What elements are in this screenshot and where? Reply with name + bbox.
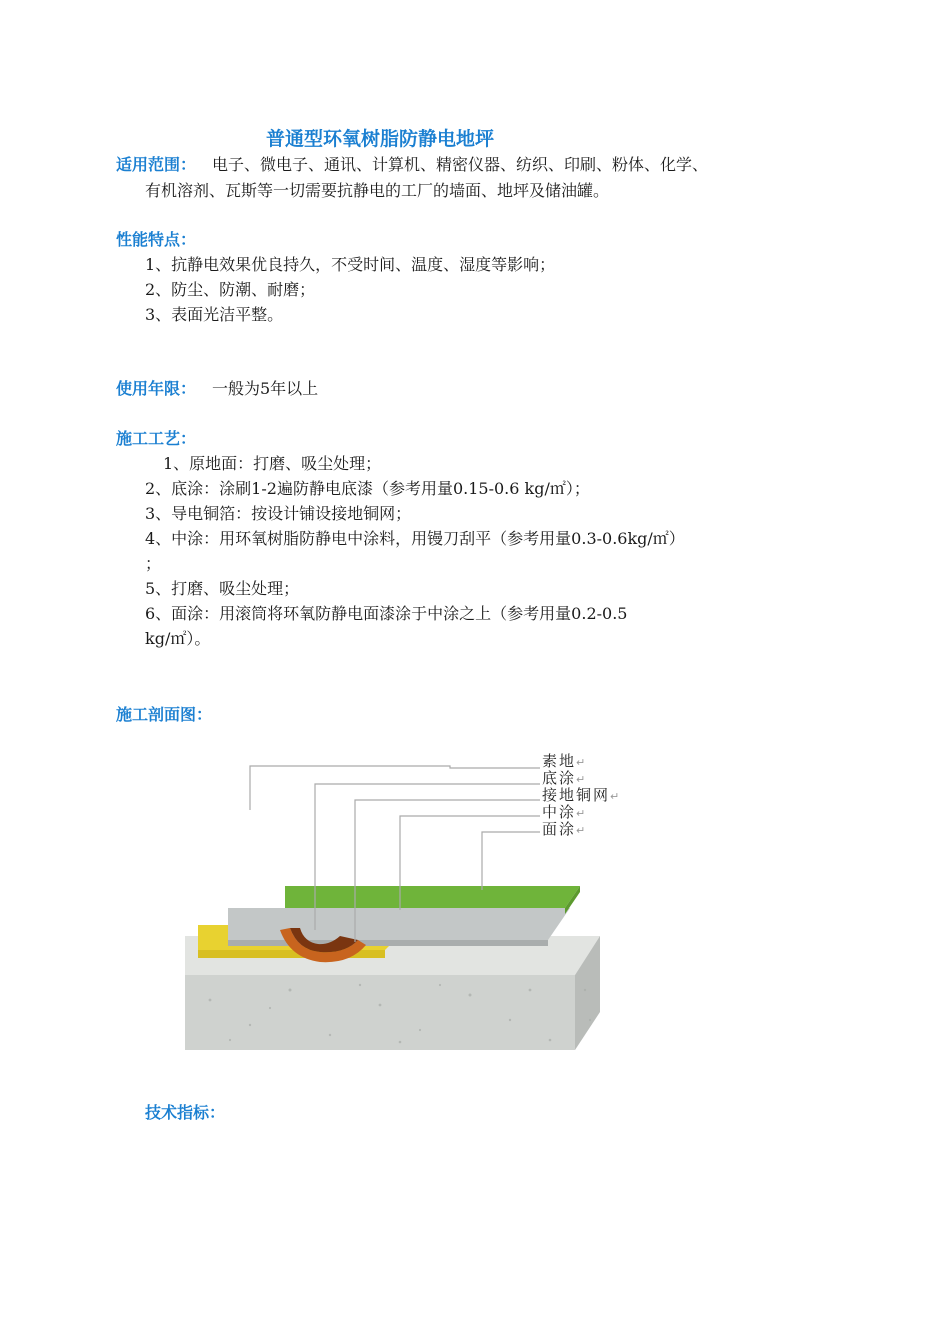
legend-substrate: 素地↵ [542,752,588,770]
process-item-4-cont: ； [145,554,162,573]
concrete-front [185,975,575,1050]
process-item-6: 6、面涂：用滚筒将环氧防静电面漆涂于中涂之上（参考用量0.2-0.5 [145,604,628,623]
legend-primer: 底涂↵ [542,769,588,787]
legend-copper-mesh: 接地铜网↵ [542,786,622,804]
legend-top-coat: 面涂↵ [542,820,588,838]
scope-line-1: 电子、微电子、通讯、计算机、精密仪器、纺织、印刷、粉体、化学、 [212,155,709,174]
process-item-4: 4、中涂：用环氧树脂防静电中涂料，用镘刀刮平（参考用量0.3-0.6kg/㎡） [145,529,685,548]
page-title: 普通型环氧树脂防静电地坪 [266,128,495,150]
process-heading: 施工工艺： [116,429,197,448]
process-item-5: 5、打磨、吸尘处理； [145,579,300,598]
features-heading: 性能特点： [116,230,197,249]
floor-section-diagram [170,740,650,1060]
process-item-1: 1、原地面：打磨、吸尘处理； [163,454,382,473]
life-value: 一般为5年以上 [212,379,319,398]
life-heading: 使用年限： [116,379,197,398]
process-item-6-cont: kg/㎡）。 [145,629,211,648]
tech-heading: 技术指标： [145,1103,226,1122]
feature-item-1: 1、抗静电效果优良持久，不受时间、温度、湿度等影响； [145,255,556,274]
process-item-2: 2、底涂：涂刷1-2遍防静电底漆（参考用量0.15-0.6 kg/㎡）； [145,479,590,498]
legend-mid-coat: 中涂↵ [542,803,588,821]
diagram-heading: 施工剖面图： [116,705,213,724]
top-coat-top [285,886,580,908]
scope-heading: 适用范围： [116,155,197,174]
mid-coat-top [228,908,570,940]
process-item-3: 3、导电铜箔：按设计铺设接地铜网； [145,504,412,523]
feature-item-3: 3、表面光洁平整。 [145,305,284,324]
scope-line-2: 有机溶剂、瓦斯等一切需要抗静电的工厂的墙面、地坪及储油罐。 [145,181,610,200]
mid-coat-front [228,940,548,946]
feature-item-2: 2、防尘、防潮、耐磨； [145,280,316,299]
